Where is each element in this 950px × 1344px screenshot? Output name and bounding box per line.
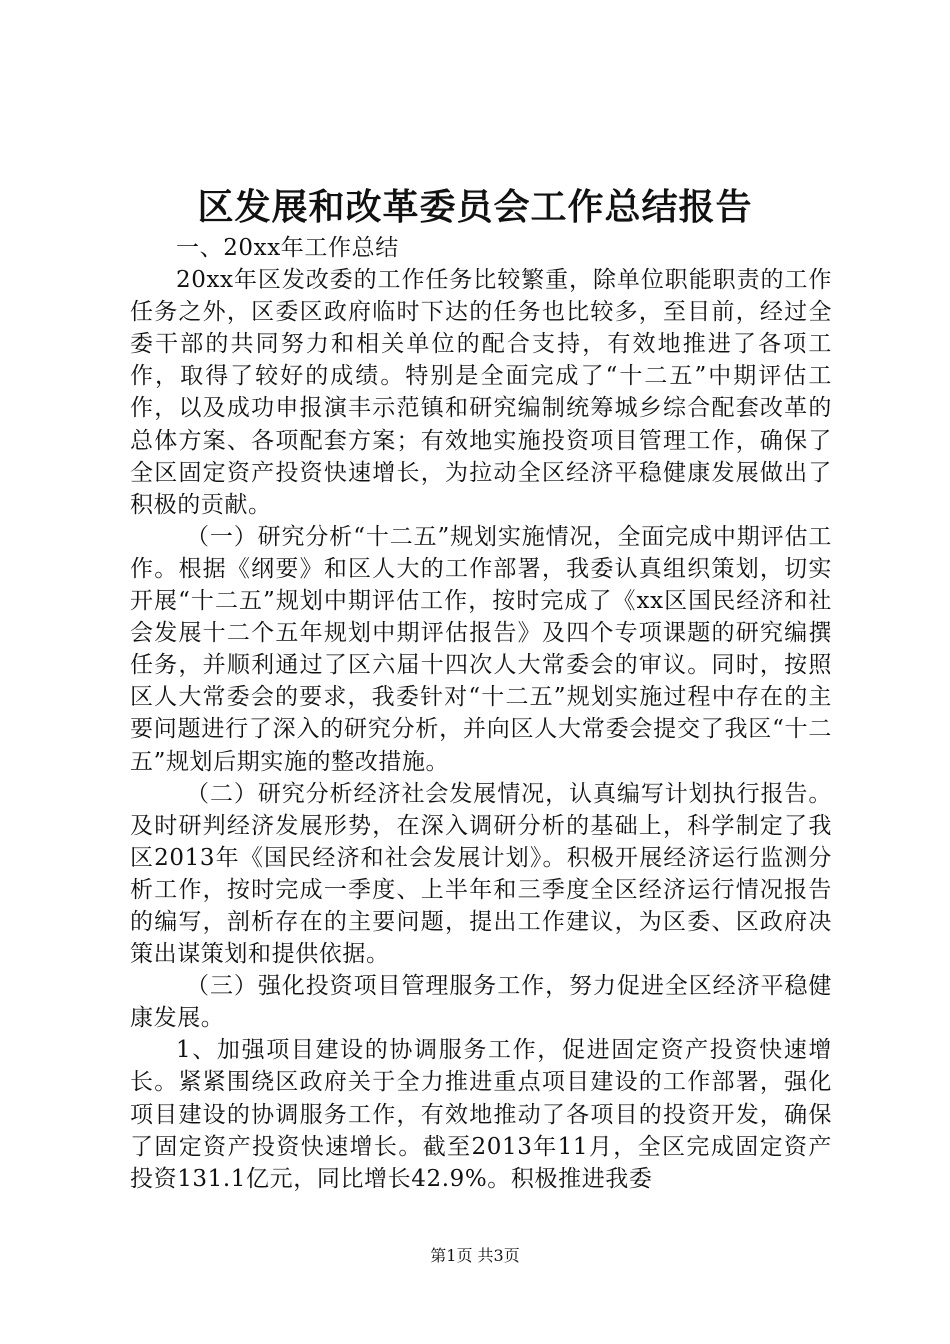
section-heading-annual-summary: 一、20xx年工作总结 — [176, 235, 399, 261]
paragraph-item-two: （二）研究分析经济社会发展情况，认真编写计划执行报告。及时研判经济发展形势，在深入调研分析的基础上，科学制定了我区2013年《国民经济和社会发展计划》。积极开展经济运行监测分析工作，按时完成一季度、上半年和三季度全区经济运行情况报告的编写，剖析存在的主要问题，提出工作建议，为区委、区政府决策出谋策划和提供依据。 — [130, 780, 832, 968]
paragraph-subitem-one: 1、加强项目建设的协调服务工作，促进固定资产投资快速增长。紧紧围绕区政府关于全力推进重点项目建设的工作部署，强化项目建设的协调服务工作，有效地推动了各项目的投资开发，确保了固定资产投资快速增长。截至2013年11月，全区完成固定资产投资131.1亿元，同比增长42.9%。积极推进我委 — [130, 1037, 832, 1192]
paragraph-item-three: （三）强化投资项目管理服务工作，努力促进全区经济平稳健康发展。 — [130, 973, 832, 1032]
document-title: 区发展和改革委员会工作总结报告 — [197, 186, 753, 228]
paragraph-item-one: （一）研究分析“十二五”规划实施情况，全面完成中期评估工作。根据《纲要》和区人大的工作部署，我委认真组织策划，切实开展“十二五”规划中期评估工作，按时完成了《xx区国民经济和社会发展十二个五年规划中期评估报告》及四个专项课题的研究编撰任务，并顺利通过了区六届十四次人大常委会的审议。同时，按照区人大常委会的要求，我委针对“十二五”规划实施过程中存在的主要问题进行了深入的研究分析，并向区人大常委会提交了我区“十二五”规划后期实施的整改措施。 — [130, 523, 832, 775]
document-body — [130, 232, 832, 1195]
page-footer: 第1页 共3页 — [430, 1246, 520, 1265]
paragraph-overview: 20xx年区发改委的工作任务比较繁重，除单位职能职责的工作任务之外，区委区政府临时下达的任务也比较多，至目前，经过全委干部的共同努力和相关单位的配合支持，有效地推进了各项工作，取得了较好的成绩。特别是全面完成了“十二五”中期评估工作，以及成功申报演丰示范镇和研究编制统筹城乡综合配套改革的总体方案、各项配套方案；有效地实施投资项目管理工作，确保了全区固定资产投资快速增长，为拉动全区经济平稳健康发展做出了积极的贡献。 — [130, 267, 832, 518]
